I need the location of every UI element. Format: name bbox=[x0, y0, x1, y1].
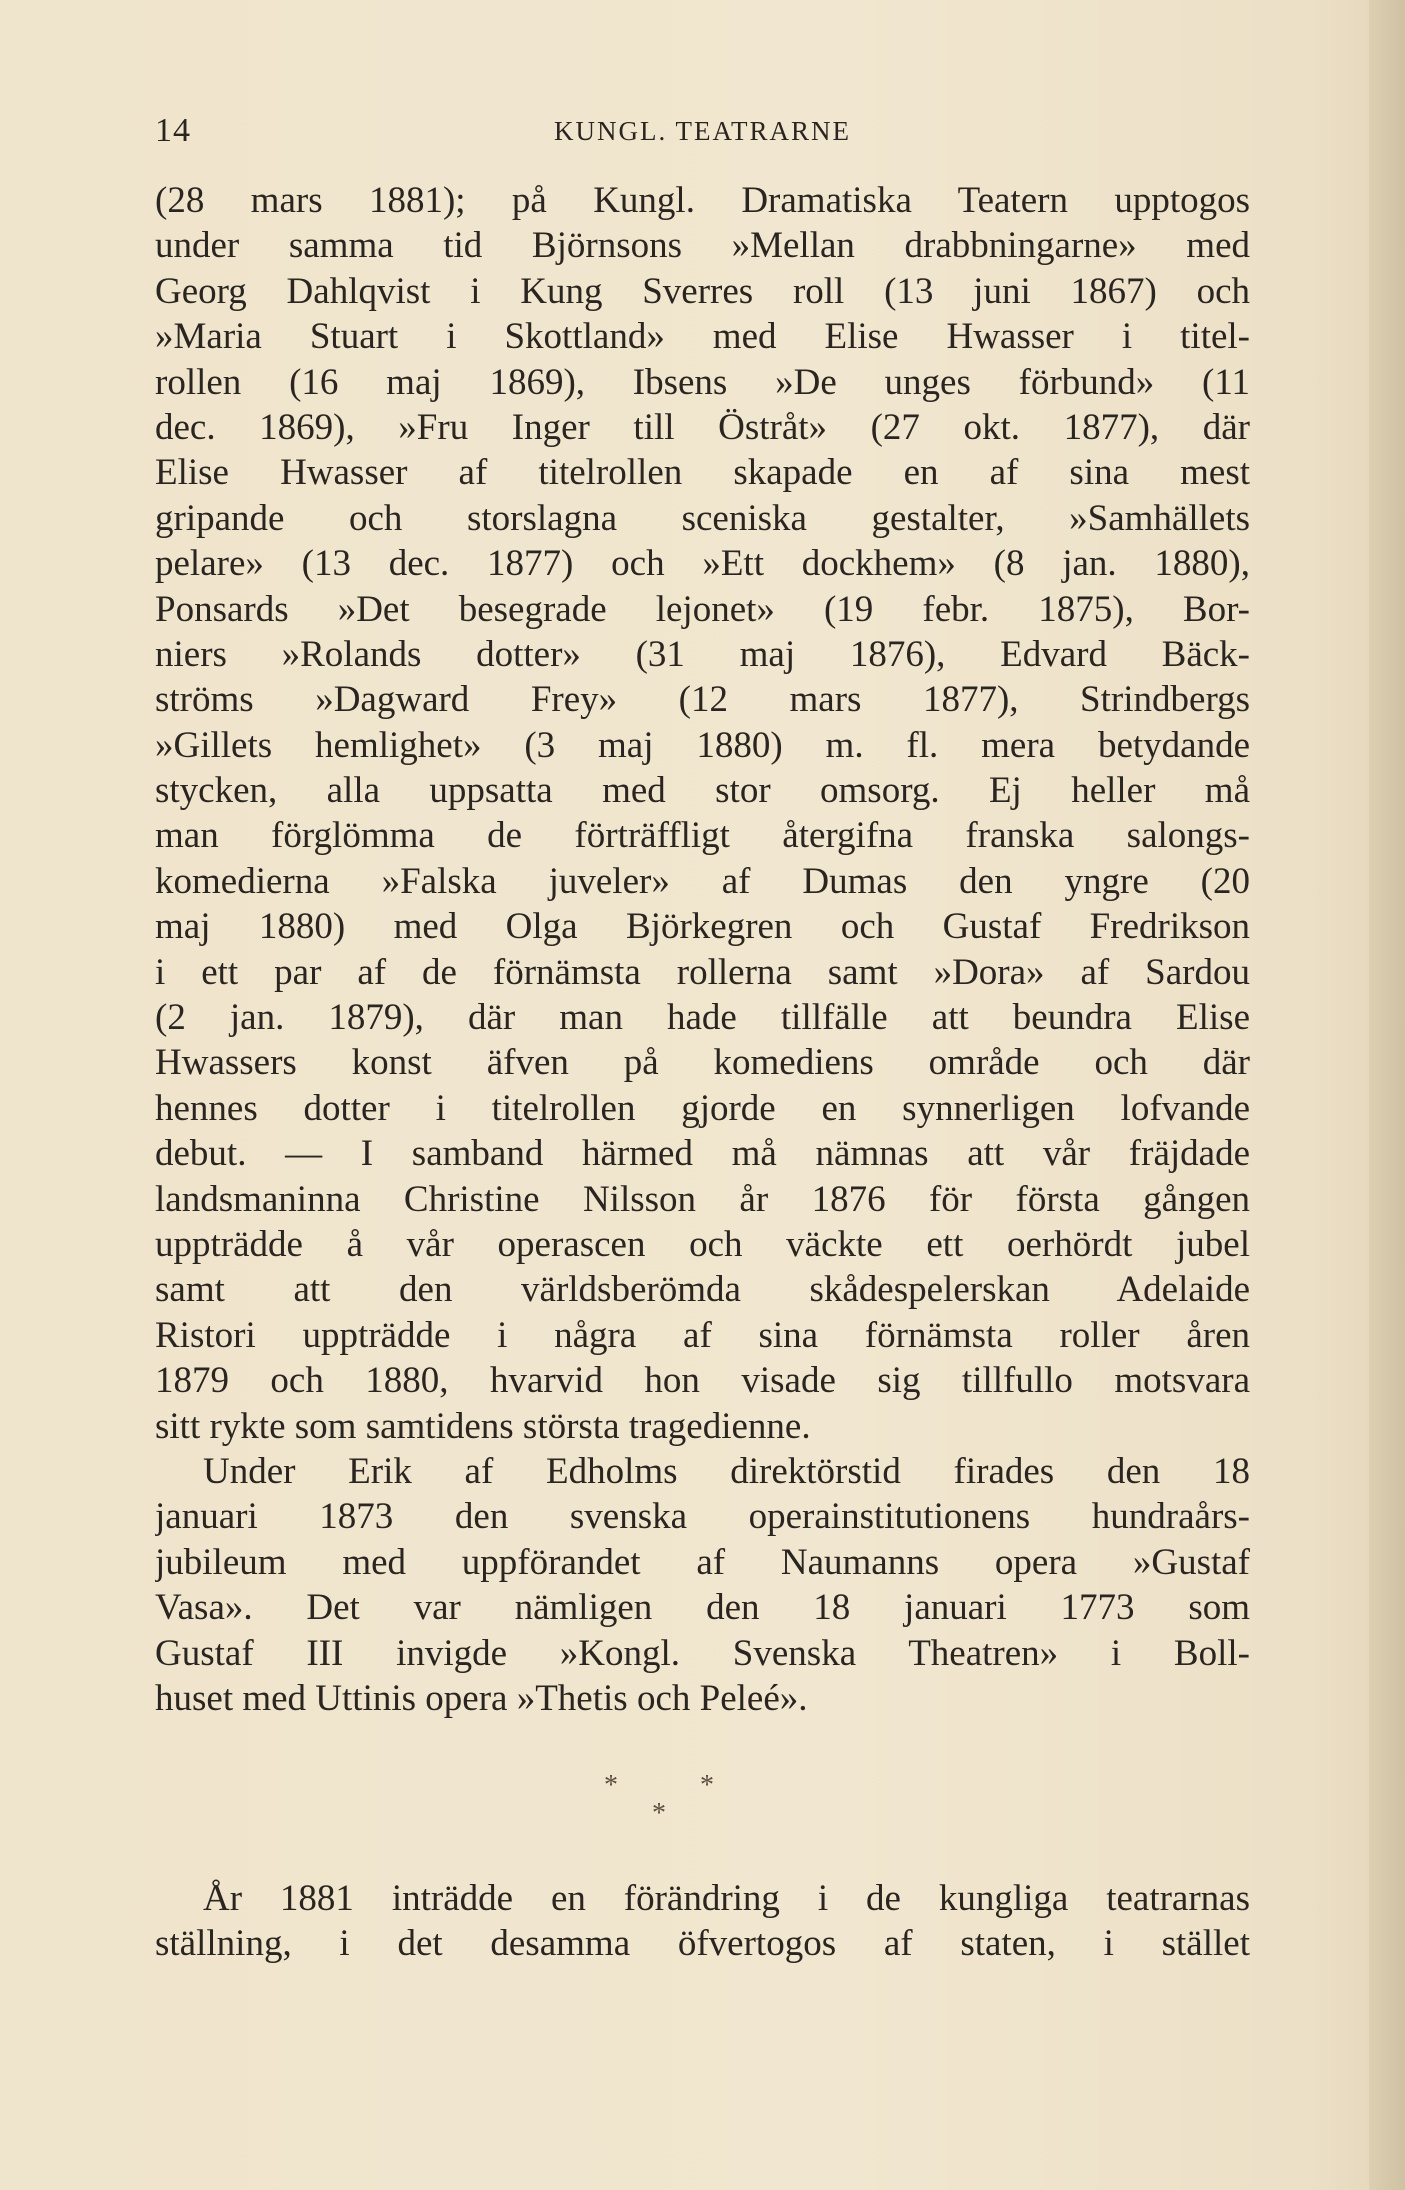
text-line: Gustaf III invigde »Kongl. Svenska Theatren» i Boll- bbox=[155, 1632, 1250, 1674]
text-line: Vasa». Det var nämligen den 18 januari 1773 som bbox=[155, 1587, 1250, 1629]
text-line: (2 jan. 1879), där man hade tillfälle att beundra Elise bbox=[155, 997, 1250, 1039]
text-line: uppträdde å vår operascen och väckte ett oerhördt jubel bbox=[155, 1223, 1250, 1265]
text-line: landsmaninna Christine Nilsson år 1876 för första gången bbox=[155, 1178, 1250, 1220]
text-line: rollen (16 maj 1869), Ibsens »De unges förbund» (11 bbox=[155, 361, 1250, 403]
body-text bbox=[155, 178, 1250, 1721]
text-line: dec. 1869), »Fru Inger till Östråt» (27 okt. 1877), där bbox=[155, 406, 1250, 448]
page-edge-shadow bbox=[1369, 0, 1405, 2190]
page-number: 14 bbox=[155, 112, 191, 149]
text-line: maj 1880) med Olga Björkegren och Gustaf Fredrikson bbox=[155, 906, 1250, 948]
text-line: stycken, alla uppsatta med stor omsorg. Ej heller må bbox=[155, 770, 1250, 812]
text-line: Georg Dahlqvist i Kung Sverres roll (13 juni 1867) och bbox=[155, 270, 1250, 312]
asterisk-ornament: * bbox=[604, 1770, 618, 1801]
text-line: i ett par af de förnämsta rollerna samt »Dora» af Sardou bbox=[155, 951, 1250, 993]
section-separator-asterism bbox=[560, 1770, 780, 1860]
text-line: man förglömma de förträffligt återgifna franska salongs- bbox=[155, 815, 1250, 857]
text-line: under samma tid Björnsons »Mellan drabbningarne» med bbox=[155, 225, 1250, 267]
text-line: niers »Rolands dotter» (31 maj 1876), Edvard Bäck- bbox=[155, 633, 1250, 675]
text-line: Ponsards »Det besegrade lejonet» (19 febr. 1875), Bor- bbox=[155, 588, 1250, 630]
asterisk-ornament: * bbox=[652, 1798, 666, 1829]
closing-paragraph bbox=[155, 1876, 1250, 1967]
text-line: pelare» (13 dec. 1877) och »Ett dockhem» (8 jan. 1880), bbox=[155, 543, 1250, 585]
asterisk-ornament: * bbox=[700, 1770, 714, 1801]
text-line: ströms »Dagward Frey» (12 mars 1877), Strindbergs bbox=[155, 679, 1250, 721]
text-line: 1879 och 1880, hvarvid hon visade sig tillfullo motsvara bbox=[155, 1360, 1250, 1402]
text-line: debut. — I samband härmed må nämnas att vår fräjdade bbox=[155, 1133, 1250, 1175]
text-line: Ristori uppträdde i några af sina förnämsta roller åren bbox=[155, 1314, 1250, 1356]
text-line: ställning, i det desamma öfvertogos af staten, i stället bbox=[155, 1923, 1250, 1965]
text-line-paragraph-start: År 1881 inträdde en förändring i de kungliga teatrarnas bbox=[203, 1878, 1250, 1919]
text-line: huset med Uttinis opera »Thetis och Peleé». bbox=[155, 1677, 808, 1719]
text-line: jubileum med uppförandet af Naumanns opera »Gustaf bbox=[155, 1541, 1250, 1583]
text-line: hennes dotter i titelrollen gjorde en synnerligen lofvande bbox=[155, 1087, 1250, 1129]
text-line: »Maria Stuart i Skottland» med Elise Hwasser i titel- bbox=[155, 316, 1250, 358]
text-line: sitt rykte som samtidens största tragedienne. bbox=[155, 1405, 811, 1447]
text-line: gripande och storslagna sceniska gestalter, »Samhällets bbox=[155, 497, 1250, 539]
page-header bbox=[155, 112, 1250, 160]
text-line: samt att den världsberömda skådespelerskan Adelaide bbox=[155, 1269, 1250, 1311]
text-line: januari 1873 den svenska operainstitutionens hundraårs- bbox=[155, 1496, 1250, 1538]
text-line-paragraph-start: Under Erik af Edholms direktörstid firades den 18 bbox=[203, 1450, 1250, 1492]
text-line: »Gillets hemlighet» (3 maj 1880) m. fl. mera betydande bbox=[155, 724, 1250, 766]
running-title: KUNGL. TEATRARNE bbox=[554, 116, 851, 146]
text-line: komedierna »Falska juveler» af Dumas den yngre (20 bbox=[155, 860, 1250, 902]
text-line: (28 mars 1881); på Kungl. Dramatiska Teatern upptogos bbox=[155, 180, 1250, 221]
text-line: Hwassers konst äfven på komediens område och där bbox=[155, 1042, 1250, 1084]
text-line: Elise Hwasser af titelrollen skapade en af sina mest bbox=[155, 452, 1250, 494]
